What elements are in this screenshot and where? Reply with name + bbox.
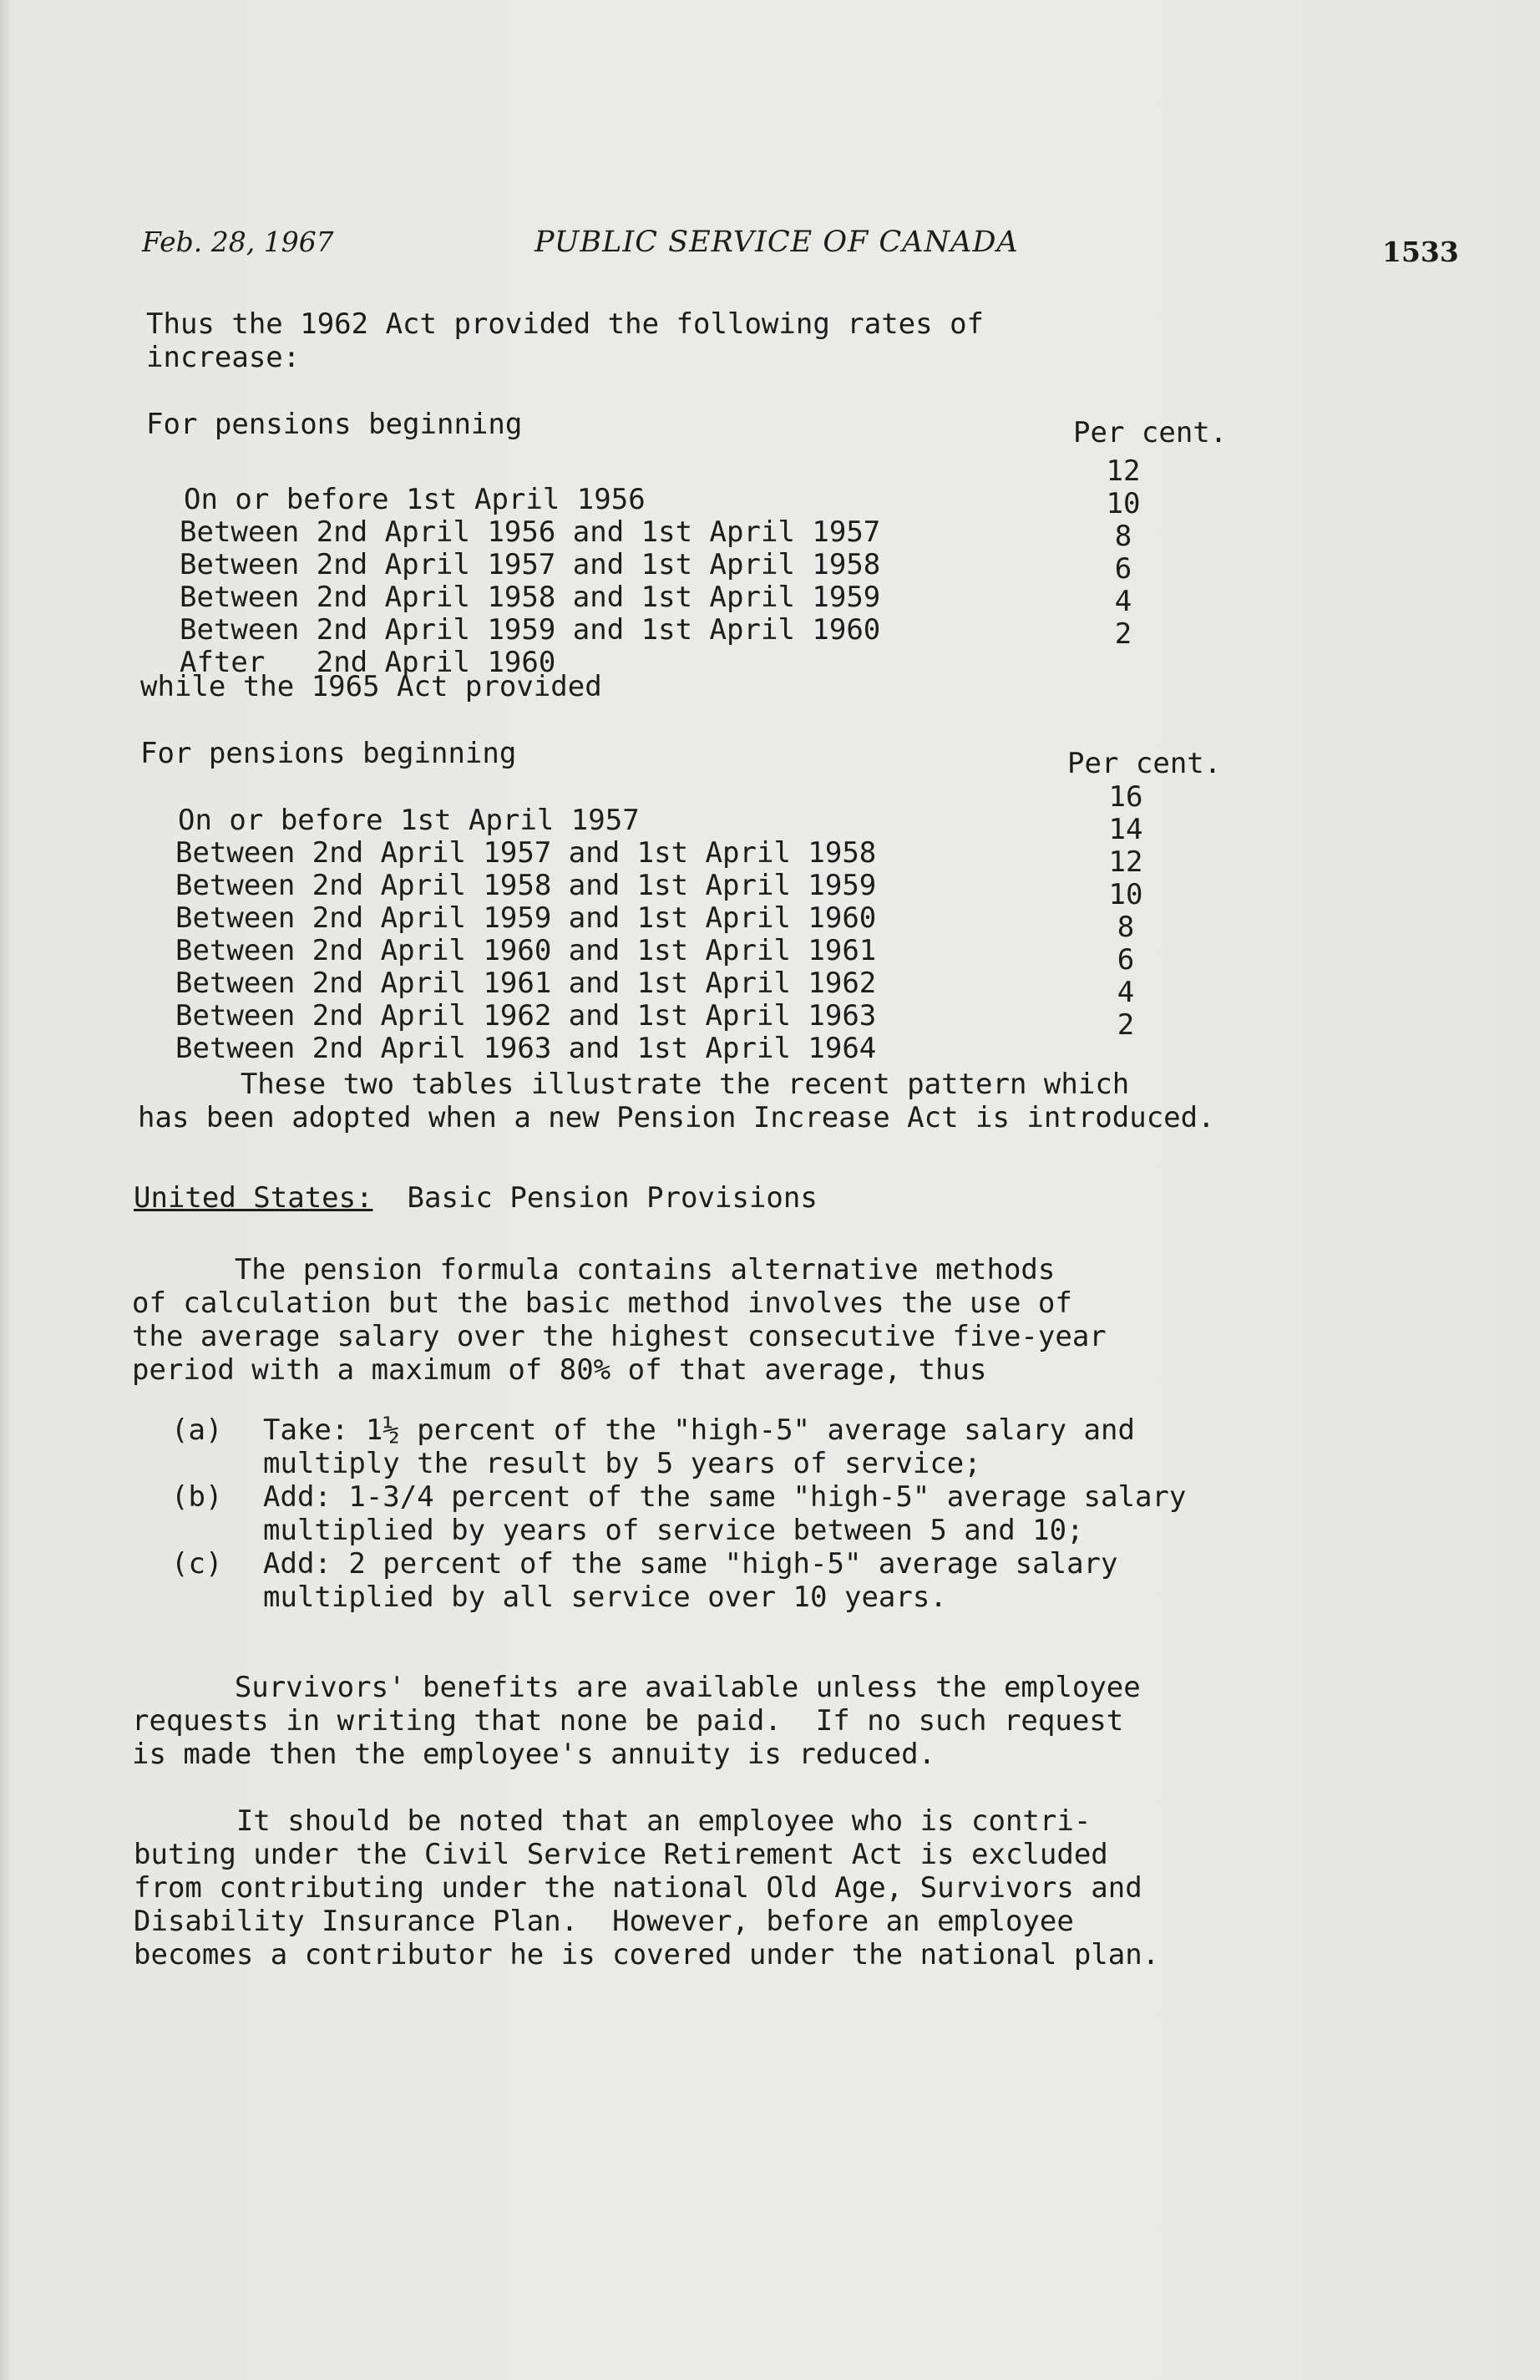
rate-cell: 6 bbox=[1114, 552, 1132, 586]
percent-column-header: Per cent. bbox=[1067, 747, 1222, 780]
table-header bbox=[146, 408, 1315, 449]
list-item bbox=[171, 1480, 1207, 1547]
item-marker: (a) bbox=[171, 1413, 223, 1447]
rate-cell: 14 bbox=[1108, 813, 1143, 846]
period-cell: Between 2nd April 1963 and 1st April 1964 bbox=[175, 1032, 877, 1065]
period-cell: After 2nd April 1960 bbox=[180, 646, 556, 679]
tables-note-paragraph: These two tables illustrate the recent pattern which has been adopted when a new Pension Increase Act is introduced. bbox=[138, 1068, 1215, 1134]
table-row bbox=[146, 580, 1315, 647]
table-row bbox=[140, 868, 1310, 935]
rate-cell: 4 bbox=[1114, 585, 1132, 618]
table-row bbox=[140, 998, 1310, 1065]
table-row bbox=[140, 933, 1310, 1000]
page-number: 1533 bbox=[1382, 236, 1459, 268]
rates-table-1962 bbox=[146, 408, 1315, 679]
table-row bbox=[140, 966, 1310, 1033]
period-cell: Between 2nd April 1958 and 1st April 1959 bbox=[180, 581, 881, 614]
table-header bbox=[140, 737, 1310, 780]
item-marker: (b) bbox=[171, 1480, 223, 1514]
rate-cell: 12 bbox=[1108, 845, 1143, 879]
table-row bbox=[146, 547, 1315, 614]
item-text: Add: 2 percent of the same "high-5" average salary multiplied by all service over 10 years. bbox=[263, 1547, 1118, 1614]
period-cell: Between 2nd April 1957 and 1st April 1958 bbox=[175, 836, 877, 870]
item-marker: (c) bbox=[171, 1547, 223, 1581]
percent-column-header: Per cent. bbox=[1073, 416, 1228, 449]
rate-cell: 2 bbox=[1117, 1008, 1135, 1042]
section-heading bbox=[134, 1181, 818, 1215]
period-cell: Between 2nd April 1957 and 1st April 1958 bbox=[180, 548, 881, 581]
rate-cell: 10 bbox=[1106, 487, 1141, 520]
period-cell: Between 2nd April 1959 and 1st April 1960 bbox=[175, 901, 877, 935]
period-cell: On or before 1st April 1956 bbox=[184, 483, 646, 516]
table-label: For pensions beginning bbox=[140, 737, 517, 770]
item-text: Take: 1½ percent of the "high-5" average salary and multiply the result by 5 years of service; bbox=[263, 1413, 1135, 1480]
rate-cell: 8 bbox=[1117, 911, 1135, 944]
header-date: Feb. 28, 1967 bbox=[142, 226, 334, 258]
final-paragraph: It should be noted that an employee who is contri- buting under the Civil Service Retirement Act is excluded from contributing under the national Old Age, Survivors and Disability Insurance Plan. However, before an employee becomes a contributor he is covered under the national plan. bbox=[134, 1804, 1160, 1971]
header-title: PUBLIC SERVICE OF CANADA bbox=[534, 226, 1019, 259]
table-row bbox=[146, 482, 1315, 549]
rate-cell: 10 bbox=[1108, 878, 1143, 911]
rate-cell: 4 bbox=[1117, 976, 1135, 1009]
period-cell: Between 2nd April 1961 and 1st April 1962 bbox=[175, 967, 877, 1000]
rate-cell: 16 bbox=[1108, 780, 1143, 814]
rate-cell: 8 bbox=[1114, 520, 1132, 553]
period-cell: Between 2nd April 1962 and 1st April 1963 bbox=[175, 999, 877, 1033]
rate-cell: 2 bbox=[1114, 617, 1132, 651]
formula-paragraph: The pension formula contains alternative methods of calculation but the basic method involves the use of the average salary over the highest consecutive five-year period with a maximum of 80% of that average, thus bbox=[132, 1253, 1107, 1387]
list-item bbox=[171, 1413, 1207, 1480]
rate-cell: 12 bbox=[1106, 454, 1141, 488]
table-row bbox=[140, 901, 1310, 967]
list-item bbox=[171, 1547, 1207, 1614]
period-cell: Between 2nd April 1958 and 1st April 1959 bbox=[175, 869, 877, 902]
transition-line: while the 1965 Act provided bbox=[140, 670, 602, 703]
survivors-paragraph: Survivors' benefits are available unless the employee requests in writing that none be paid. If no such request is made then the employee's annuity is reduced. bbox=[132, 1671, 1141, 1771]
period-cell: Between 2nd April 1959 and 1st April 1960 bbox=[180, 613, 881, 647]
section-subheading: Basic Pension Provisions bbox=[407, 1181, 818, 1215]
table-row bbox=[146, 612, 1315, 679]
period-cell: On or before 1st April 1957 bbox=[178, 804, 640, 837]
period-cell: Between 2nd April 1960 and 1st April 1961 bbox=[175, 934, 877, 967]
table-label: For pensions beginning bbox=[146, 408, 523, 441]
formula-list bbox=[171, 1413, 1207, 1614]
item-text: Add: 1-3/4 percent of the same "high-5" average salary multiplied by years of service between 5 and 10; bbox=[263, 1480, 1187, 1547]
rate-cell: 6 bbox=[1117, 943, 1135, 977]
intro-paragraph: Thus the 1962 Act provided the following rates of increase: bbox=[146, 307, 985, 374]
period-cell: Between 2nd April 1956 and 1st April 1957 bbox=[180, 515, 881, 549]
section-country: United States: bbox=[134, 1181, 373, 1215]
table-row bbox=[146, 515, 1315, 581]
rates-table-1965 bbox=[140, 737, 1310, 1065]
